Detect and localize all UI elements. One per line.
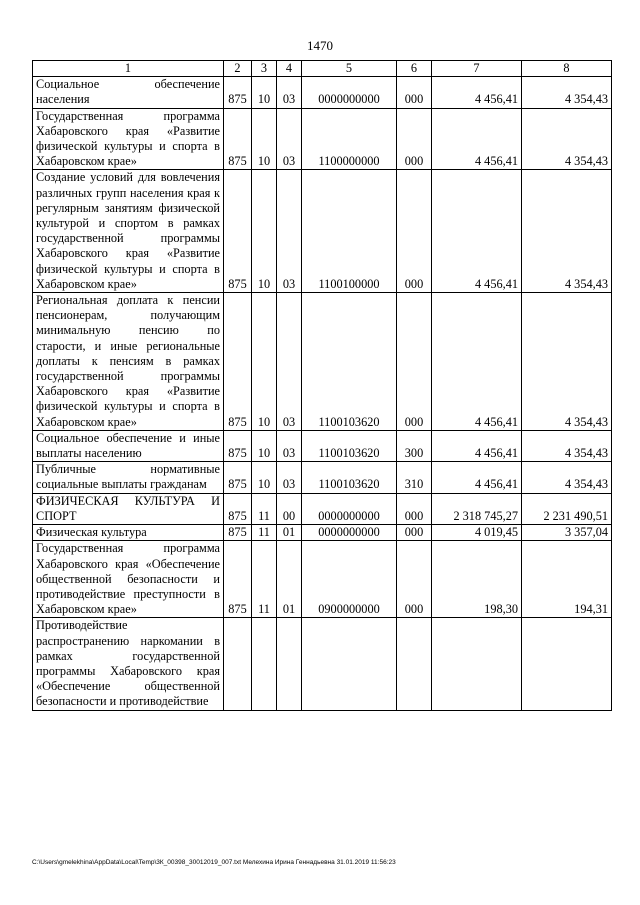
cell-target-article: 1100103620 [302, 430, 397, 461]
cell-section: 10 [252, 430, 277, 461]
cell-expense-type [397, 618, 432, 710]
item-name-cell: Публичные нормативные социальные выплаты гражданам [33, 462, 224, 493]
item-name-cell: Региональная доплата к пенсии пенсионерам, получающим минимальную пенсию по старости, и иные региональные доплаты к пенсиям в рамках государственной программы Хабаровского края «Развитие физической культуры и спорта в Хабаровском крае» [33, 293, 224, 431]
cell-subsection [277, 618, 302, 710]
cell-target-article: 1100103620 [302, 462, 397, 493]
cell-target-article: 0000000000 [302, 525, 397, 541]
cell-amount-planned: 4 456,41 [432, 430, 522, 461]
cell-amount-executed: 4 354,43 [522, 108, 612, 170]
cell-section: 10 [252, 170, 277, 293]
table-row [33, 108, 612, 170]
cell-ministry: 875 [224, 541, 252, 618]
cell-subsection: 03 [277, 108, 302, 170]
budget-table [32, 60, 612, 711]
cell-amount-planned: 4 456,41 [432, 462, 522, 493]
table-row [33, 493, 612, 524]
column-header: 1 [33, 61, 224, 77]
cell-section: 11 [252, 525, 277, 541]
cell-amount-executed [522, 618, 612, 710]
cell-section: 10 [252, 462, 277, 493]
cell-expense-type: 000 [397, 525, 432, 541]
cell-target-article: 0000000000 [302, 493, 397, 524]
cell-subsection: 03 [277, 293, 302, 431]
cell-amount-executed: 4 354,43 [522, 293, 612, 431]
cell-subsection: 01 [277, 525, 302, 541]
column-header: 6 [397, 61, 432, 77]
cell-amount-executed: 2 231 490,51 [522, 493, 612, 524]
cell-amount-executed: 4 354,43 [522, 77, 612, 108]
cell-ministry: 875 [224, 108, 252, 170]
cell-amount-planned: 198,30 [432, 541, 522, 618]
cell-amount-planned: 2 318 745,27 [432, 493, 522, 524]
item-name-cell: Государственная программа Хабаровского края «Развитие физической культуры и спорта в Хабаровском крае» [33, 108, 224, 170]
cell-amount-planned: 4 456,41 [432, 293, 522, 431]
column-header: 3 [252, 61, 277, 77]
page-number: 1470 [307, 38, 333, 53]
cell-subsection: 03 [277, 430, 302, 461]
item-name-cell: ФИЗИЧЕСКАЯ КУЛЬТУРА И СПОРТ [33, 493, 224, 524]
item-name-cell: Противодействие распространению наркомании в рамках государственной программы Хабаровского края «Обеспечение общественной безопасности и противодействие [33, 618, 224, 710]
cell-expense-type: 300 [397, 430, 432, 461]
table-row [33, 430, 612, 461]
cell-expense-type: 000 [397, 108, 432, 170]
cell-ministry: 875 [224, 493, 252, 524]
cell-ministry: 875 [224, 170, 252, 293]
cell-ministry: 875 [224, 430, 252, 461]
table-header-row [33, 61, 612, 77]
cell-section: 11 [252, 541, 277, 618]
cell-amount-planned: 4 019,45 [432, 525, 522, 541]
item-name-cell: Физическая культура [33, 525, 224, 541]
cell-subsection: 03 [277, 462, 302, 493]
table-row [33, 541, 612, 618]
cell-expense-type: 000 [397, 77, 432, 108]
cell-expense-type: 000 [397, 293, 432, 431]
cell-amount-planned: 4 456,41 [432, 108, 522, 170]
table-row [33, 525, 612, 541]
cell-section: 10 [252, 108, 277, 170]
column-header: 2 [224, 61, 252, 77]
column-header: 5 [302, 61, 397, 77]
cell-amount-planned [432, 618, 522, 710]
table-row [33, 618, 612, 710]
cell-target-article: 1100000000 [302, 108, 397, 170]
cell-ministry: 875 [224, 525, 252, 541]
cell-section: 10 [252, 293, 277, 431]
cell-subsection: 00 [277, 493, 302, 524]
cell-target-article: 0000000000 [302, 77, 397, 108]
cell-ministry: 875 [224, 462, 252, 493]
cell-target-article: 1100103620 [302, 293, 397, 431]
cell-ministry: 875 [224, 77, 252, 108]
cell-ministry [224, 618, 252, 710]
item-name-cell: Социальное обеспечение и иные выплаты населению [33, 430, 224, 461]
cell-target-article [302, 618, 397, 710]
table-row [33, 462, 612, 493]
cell-section: 11 [252, 493, 277, 524]
document-footer-path: C:\Users\gmelekhina\AppData\Local\Temp\3К_00398_30012019_007.txt Мелехина Ирина Геннадьевна 31.01.2019 11:56:23 [32, 859, 396, 866]
cell-subsection: 03 [277, 170, 302, 293]
cell-target-article: 1100100000 [302, 170, 397, 293]
cell-amount-planned: 4 456,41 [432, 170, 522, 293]
cell-subsection: 03 [277, 77, 302, 108]
cell-expense-type: 000 [397, 170, 432, 293]
cell-amount-executed: 4 354,43 [522, 462, 612, 493]
table-row [33, 77, 612, 108]
cell-expense-type: 310 [397, 462, 432, 493]
cell-expense-type: 000 [397, 493, 432, 524]
table-row [33, 170, 612, 293]
table-row [33, 293, 612, 431]
cell-subsection: 01 [277, 541, 302, 618]
cell-amount-executed: 194,31 [522, 541, 612, 618]
cell-section: 10 [252, 77, 277, 108]
cell-section [252, 618, 277, 710]
column-header: 8 [522, 61, 612, 77]
cell-amount-planned: 4 456,41 [432, 77, 522, 108]
item-name-cell: Социальное обеспечение населения [33, 77, 224, 108]
cell-amount-executed: 3 357,04 [522, 525, 612, 541]
cell-ministry: 875 [224, 293, 252, 431]
item-name-cell: Государственная программа Хабаровского края «Обеспечение общественной безопасности и противодействие преступности в Хабаровском крае» [33, 541, 224, 618]
cell-amount-executed: 4 354,43 [522, 170, 612, 293]
column-header: 7 [432, 61, 522, 77]
item-name-cell: Создание условий для вовлечения различных групп населения края к регулярным занятиям физической культурой и спортом в рамках государственной программы Хабаровского края «Развитие физической культуры и спорта в Хабаровском крае» [33, 170, 224, 293]
cell-expense-type: 000 [397, 541, 432, 618]
column-header: 4 [277, 61, 302, 77]
cell-amount-executed: 4 354,43 [522, 430, 612, 461]
cell-target-article: 0900000000 [302, 541, 397, 618]
